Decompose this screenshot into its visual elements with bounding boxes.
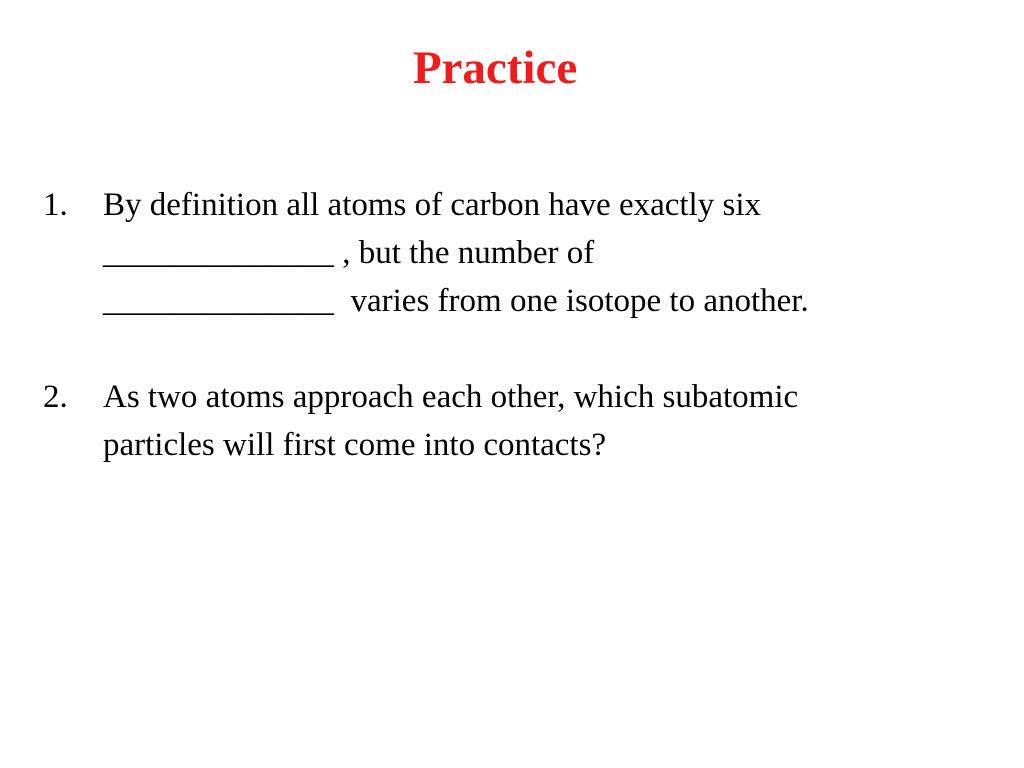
question-line: ______________ , but the number of [103,235,595,271]
question-item-1 [43,181,1003,325]
question-line: By definition all atoms of carbon have exactly six [103,187,761,223]
question-line: As two atoms approach each other, which subatomic [103,379,799,415]
slide-title: Practice [412,42,578,94]
question-line: particles will first come into contacts? [103,427,607,463]
question-list [43,181,1003,469]
question-text [103,373,1003,469]
question-number: 2. [43,379,68,415]
question-number: 1. [43,187,68,223]
question-item-2 [43,373,1003,469]
question-text [103,181,1003,325]
question-line: ______________ varies from one isotope to another. [103,283,809,319]
